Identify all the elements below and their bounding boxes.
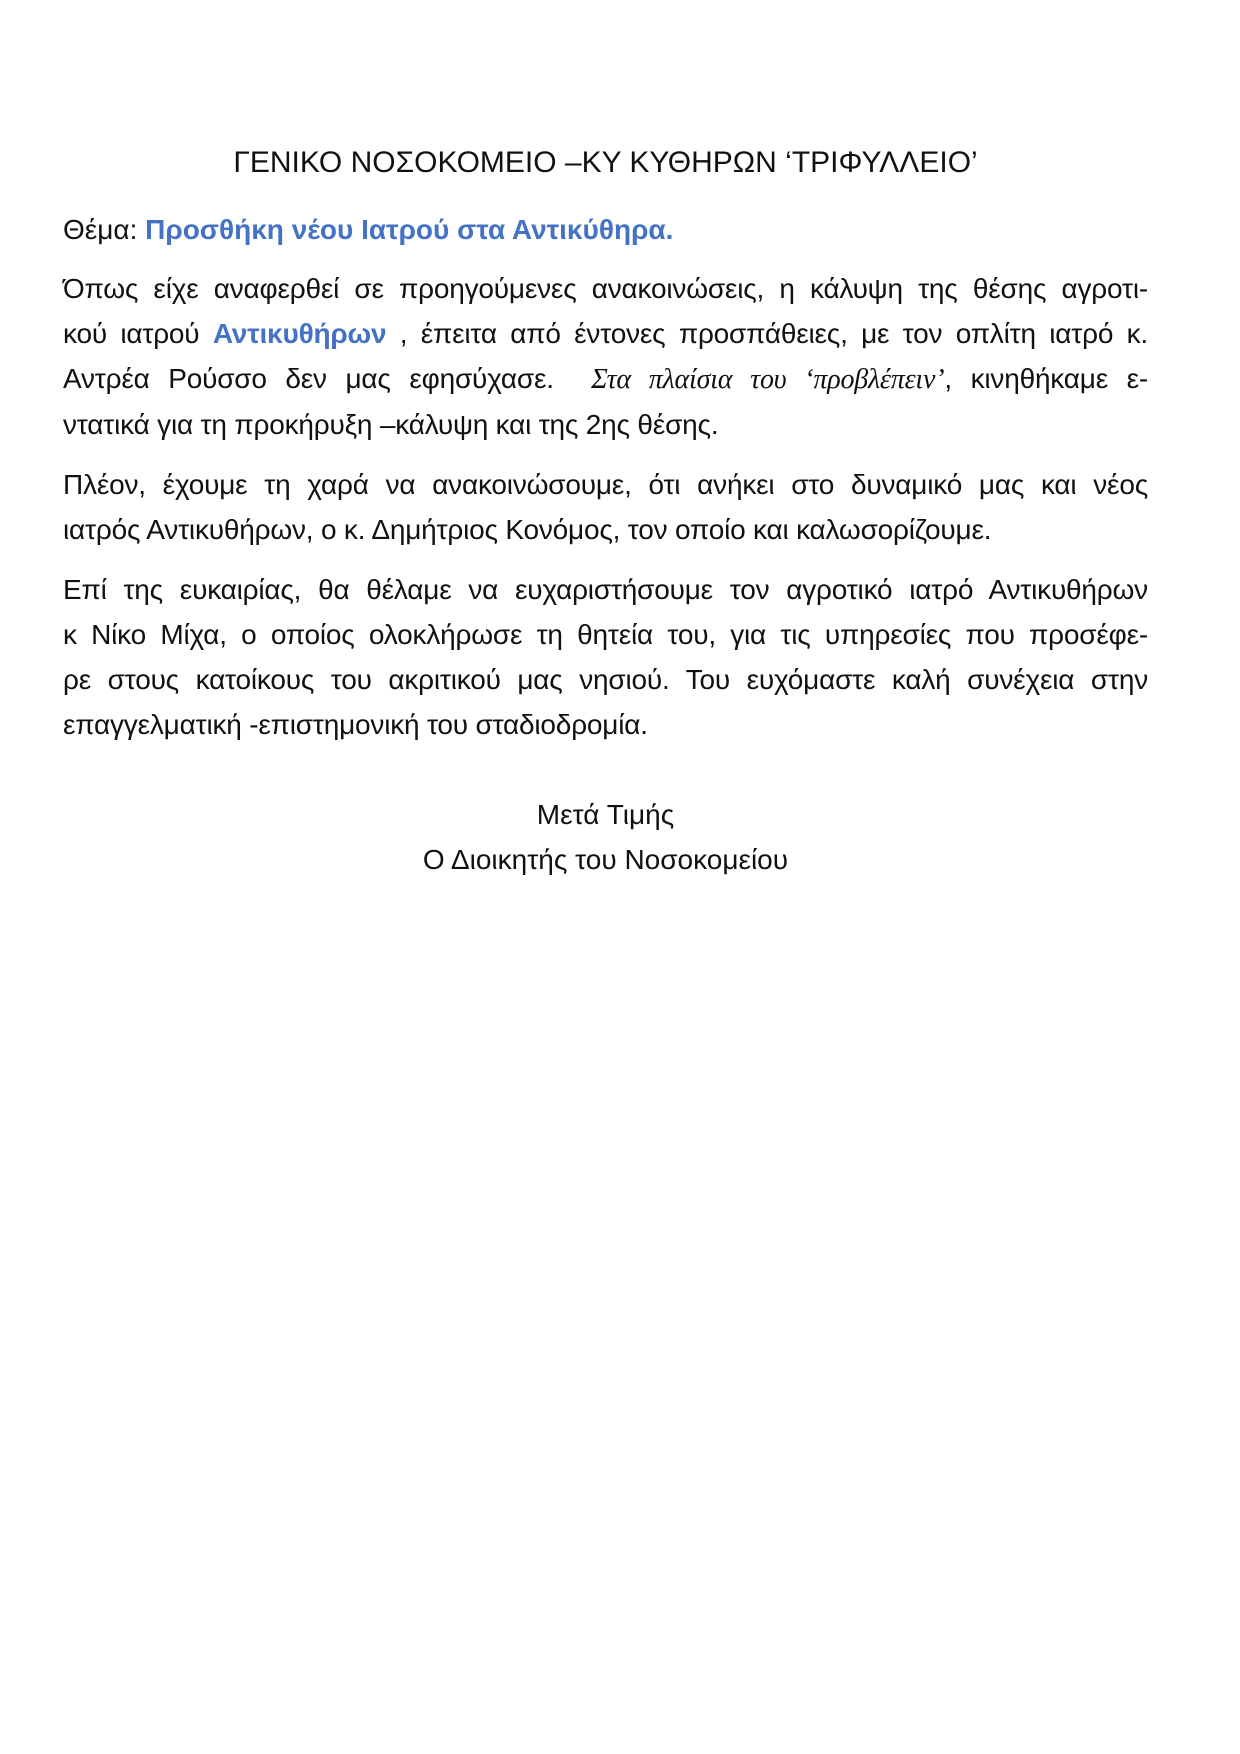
text-segment: κ Νίκο Μίχα, ο οποίος ολοκλήρωσε τη θητεία του, για τις υπηρεσίες που προσέφε- bbox=[63, 619, 1148, 650]
text-segment: ρε στους κατοίκους του ακριτικού μας νησιού. Του ευχόμαστε καλή συνέχεια στην bbox=[63, 664, 1148, 695]
subject-label: Θέμα: bbox=[63, 214, 138, 245]
text-segment: ντατικά για τη προκήρυξη –κάλυψη και της 2ης θέσης. bbox=[63, 409, 719, 440]
quoted-italic-text: Στα πλαίσια του ‘προβλέπειν’ bbox=[591, 364, 945, 395]
paragraph-line bbox=[63, 702, 1148, 747]
closing-signatory: Ο Διοικητής του Νοσοκομείου bbox=[422, 844, 789, 875]
text-segment: Αντρέα Ρούσσο δεν μας εφησύχασε. bbox=[63, 363, 592, 394]
paragraph-line bbox=[63, 311, 1148, 356]
paragraph-line bbox=[63, 612, 1148, 657]
text-segment: , έπειτα από έντονες προσπάθειες, με τον οπλίτη ιατρό κ. bbox=[386, 318, 1148, 349]
text-segment: επαγγελματική -επιστημονική του σταδιοδρομία. bbox=[63, 709, 648, 740]
paragraph-1 bbox=[63, 266, 1148, 447]
text-segment: Όπως είχε αναφερθεί σε προηγούμενες ανακοινώσεις, η κάλυψη της θέσης αγροτι- bbox=[63, 273, 1148, 304]
subject-value: Προσθήκη νέου Ιατρού στα Αντικύθηρα. bbox=[145, 214, 674, 245]
paragraph-line bbox=[63, 356, 1148, 402]
closing-block bbox=[63, 792, 1148, 882]
paragraph-line bbox=[63, 266, 1148, 311]
document-title: ΓΕΝΙΚΟ ΝΟΣΟΚΟΜΕΙΟ –ΚΥ ΚΥΘΗΡΩΝ ‘ΤΡΙΦΥΛΛΕΙΟ’ bbox=[233, 146, 978, 179]
paragraph-line bbox=[63, 462, 1148, 507]
paragraph-3 bbox=[63, 567, 1148, 747]
closing-salutation: Μετά Τιμής bbox=[536, 799, 675, 830]
paragraph-2 bbox=[63, 462, 1148, 552]
paragraph-line bbox=[63, 402, 1148, 447]
text-segment: ιατρός Αντικυθήρων, ο κ. Δημήτριος Κονόμος, τον οποίο και καλωσορίζουμε. bbox=[63, 514, 992, 545]
highlighted-text-antikythira: Αντικυθήρων bbox=[212, 318, 387, 349]
paragraph-line bbox=[63, 507, 1148, 552]
text-segment: Πλέον, έχουμε τη χαρά να ανακοινώσουμε, ότι ανήκει στο δυναμικό μας και νέος bbox=[63, 469, 1148, 500]
document-content bbox=[63, 145, 1148, 882]
text-segment: , κινηθήκαμε ε- bbox=[944, 363, 1149, 394]
subject-line bbox=[63, 207, 1148, 252]
text-segment: κού ιατρού bbox=[63, 318, 213, 349]
paragraph-line bbox=[63, 657, 1148, 702]
paragraph-line bbox=[63, 567, 1148, 612]
text-segment: Επί της ευκαιρίας, θα θέλαμε να ευχαριστήσουμε τον αγροτικό ιατρό Αντικυθήρων bbox=[63, 574, 1148, 605]
